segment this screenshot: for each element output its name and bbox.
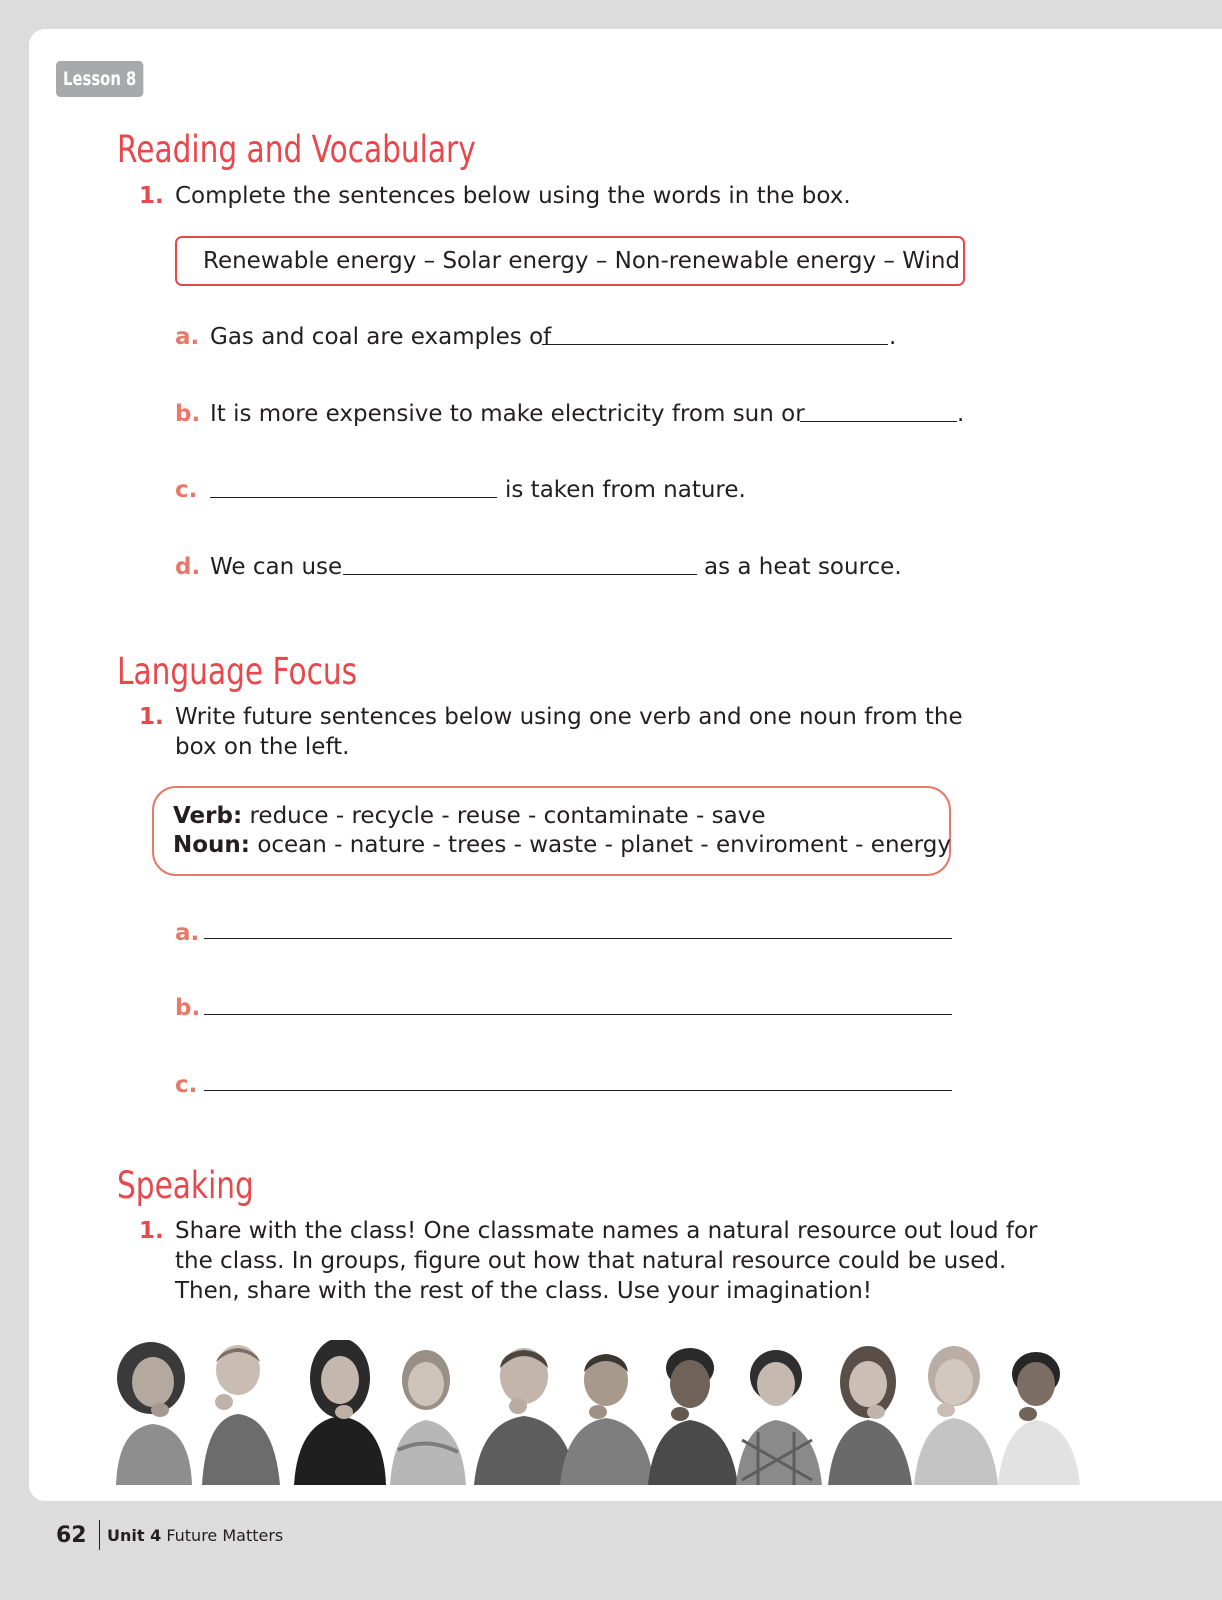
speaking-line2: the class. In groups, figure out how that natural resource could be used. [175, 1248, 1007, 1274]
item-d-letter: d. [175, 554, 201, 580]
verb-row [173, 802, 949, 831]
footer-unit [107, 1526, 283, 1546]
child-1 [116, 1342, 192, 1485]
sentence-c-letter: c. [175, 1072, 198, 1098]
child-5 [474, 1348, 576, 1485]
sentence-b-letter: b. [175, 995, 201, 1021]
sentence-c-line[interactable] [204, 1090, 952, 1091]
speaking-line1: Share with the class! One classmate names a natural resource out loud for [175, 1218, 1038, 1244]
sentence-a-line[interactable] [204, 938, 952, 939]
item-b-blank[interactable] [800, 421, 957, 422]
child-2 [202, 1345, 280, 1485]
verb-words: reduce - recycle - reuse - contaminate - save [249, 803, 766, 829]
sentence-b-line[interactable] [204, 1014, 952, 1015]
child-10 [914, 1346, 998, 1485]
speaking-line3: Then, share with the rest of the class. Use your imagination! [175, 1278, 873, 1304]
noun-label: Noun: [173, 832, 250, 858]
footer-divider [99, 1520, 100, 1550]
child-4 [390, 1350, 466, 1485]
item-b-letter: b. [175, 401, 201, 427]
item-d-blank[interactable] [343, 574, 697, 575]
speaking-exercise-number: 1. [139, 1218, 164, 1244]
word-box: Renewable energy – Solar energy – Non-renewable energy – Wind [175, 236, 965, 286]
footer-unit-title: Future Matters [166, 1526, 284, 1545]
lesson-tab: Lesson 8 [56, 61, 143, 97]
footer-unit-label: Unit 4 [107, 1526, 162, 1545]
item-b-text: It is more expensive to make electricity from sun or [210, 401, 805, 427]
sentence-a-letter: a. [175, 920, 200, 946]
child-6 [560, 1354, 654, 1485]
noun-words: ocean - nature - trees - waste - planet - enviroment - energy [257, 832, 951, 858]
item-a-letter: a. [175, 324, 200, 350]
reading-exercise-number: 1. [139, 183, 164, 209]
item-c-text: is taken from nature. [505, 477, 746, 503]
item-a-blank[interactable] [542, 344, 888, 345]
language-exercise-number: 1. [139, 704, 164, 730]
children-photo-strip [108, 1340, 1108, 1485]
item-c-blank[interactable] [210, 497, 497, 498]
reading-instruction: Complete the sentences below using the words in the box. [175, 183, 851, 209]
item-b-end: . [957, 401, 965, 427]
verb-label: Verb: [173, 803, 243, 829]
language-instruction-line2: box on the left. [175, 734, 350, 760]
noun-row [173, 831, 949, 860]
page-number: 62 [56, 1523, 87, 1548]
item-d-end: as a heat source. [704, 554, 902, 580]
item-a-text: Gas and coal are examples of [210, 324, 552, 350]
child-3 [294, 1340, 386, 1485]
item-d-text: We can use [210, 554, 343, 580]
language-focus-heading: Language Focus [117, 650, 358, 693]
language-instruction-line1: Write future sentences below using one verb and one noun from the [175, 704, 963, 730]
item-c-letter: c. [175, 477, 198, 503]
reading-vocabulary-heading: Reading and Vocabulary [117, 128, 476, 171]
speaking-heading: Speaking [117, 1164, 254, 1207]
verb-noun-box [152, 786, 951, 876]
item-a-end: . [889, 324, 897, 350]
child-7 [648, 1348, 738, 1485]
child-9 [828, 1346, 912, 1485]
child-11 [998, 1352, 1080, 1485]
child-8 [736, 1350, 822, 1485]
